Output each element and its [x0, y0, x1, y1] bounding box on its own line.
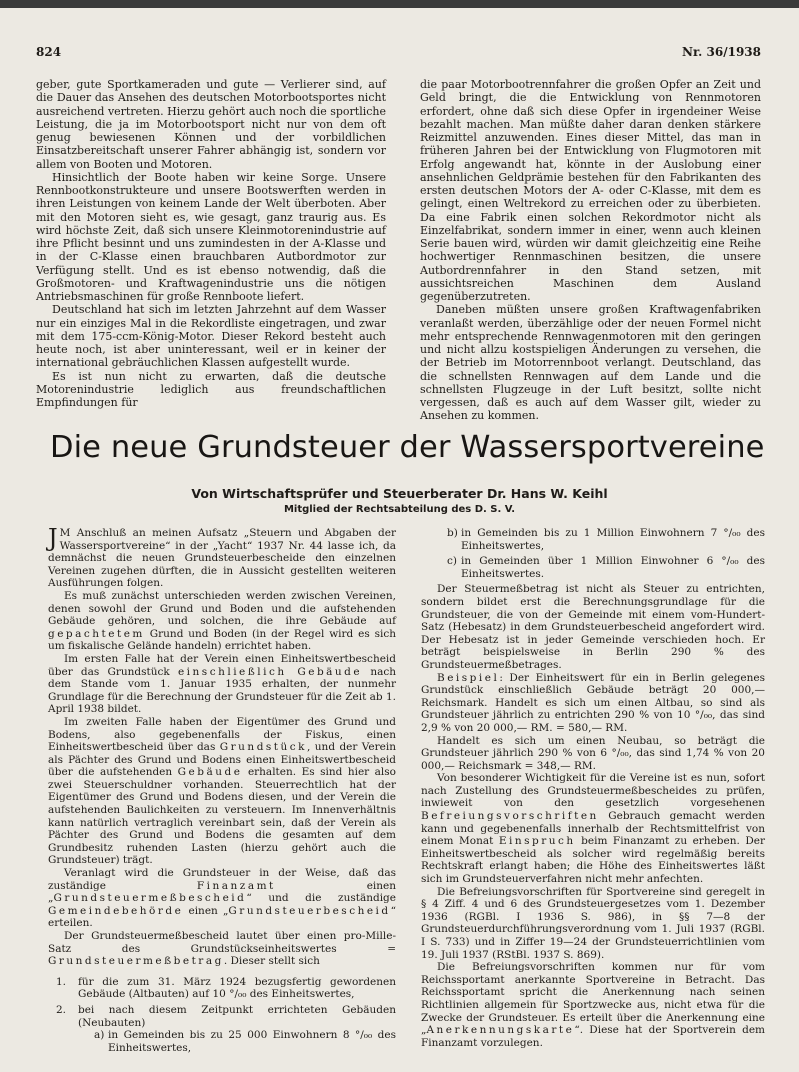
scan-top-edge [0, 0, 799, 8]
previous-article-right-column [420, 78, 761, 423]
paragraph: Veranlagt wird die Grundsteuer in der Weise, daß das zuständige Finanzamt einen „Grundsteuermeßbescheid“ und die zuständige Gemeindebehörde einen „Grundsteuerbescheid“ erteilen. [48, 867, 397, 930]
magazine-page [0, 8, 799, 1072]
sub-list [78, 1029, 396, 1054]
article-title: Die neue Grundsteuer der Wassersportvereine [50, 430, 765, 465]
list-item: b) in Gemeinden bis zu 1 Million Einwohnern 7 °/₀₀ des Einheitswertes, [447, 527, 765, 552]
paragraph: Handelt es sich um einen Neubau, so beträgt die Grundsteuer jährlich 290 % von 6 °/₀₀, das sind 1,74 % von 20 000,— Reichsmark = 348,— RM. [421, 734, 765, 772]
previous-article-left-column [36, 78, 386, 409]
sub-list [421, 527, 765, 580]
intro-paragraph: J M Anschluß an meinen Aufsatz „Steuern und Abgaben der Wassersportvereine“ in der „Yacht“ 1937 Nr. 44 lasse ich, da demnächst die neuen Grundsteuerbescheide den einzelnen Vereinen zugehen dürften, die in Aussicht gestellten weiteren Ausführungen folgen. [48, 524, 396, 590]
list-item: 2. bei nach diesem Zeitpunkt errichteten Gebäuden (Neubauten) a) in Gemeinden bis zu 25 000 Einwohnern 8 °/₀₀ des Einheitswertes, [56, 1003, 396, 1054]
issue-number: Nr. 36/1938 [681, 45, 761, 59]
paragraph: Hinsichtlich der Boote haben wir keine Sorge. Unsere Rennbootkonstrukteure und unsere Bootswerften werden in ihren Leistungen von keinem Lande der Welt überboten. Aber mit den Motoren sieht es, wie gesagt, ganz traurig aus. Es wird höchste Zeit, daß sich unsere Kleinmotorenindustrie auf ihre Pflicht besinnt und uns zumindesten in der A-Klasse und in der C-Klasse einen brauchbaren Autbordmotor zur Verfügung stellt. Und es ist ebenso notwendig, daß die Großmotoren- und Kraftwagenindustrie uns die nötigen Antriebsmaschinen für große Rennboote liefert. [36, 170, 386, 303]
paragraph: Im ersten Falle hat der Verein einen Einheitswertbescheid über das Grundstück einschließlich Gebäude nach dem Stande vom 1. Januar 1935 erhalten, der nunmehr Grundlage für die Berechnung der Grundsteuer für die Zeit ab 1. April 1938 bildet. [48, 652, 396, 716]
article-left-column [48, 524, 397, 1057]
paragraph: Der Steuermeßbetrag ist nicht als Steuer zu entrichten, sondern bildet erst die Berechnungsgrundlage für die Grundsteuer, die von der Gemeinde mit einem vom-Hundert-Satz (Hebesatz) in dem Grundsteuerbescheid angefordert wird. Der Hebesatz ist in jeder Gemeinde verschieden hoch. Er beträgt beispielsweise in Berlin 290 % des Grundsteuermeßbetrages. [421, 583, 765, 671]
paragraph: Beispiel: Der Einheitswert für ein in Berlin gelegenes Grundstück einschließlich Gebäude beträgt 20 000,— Reichsmark. Handelt es sich um einen Altbau, so sind als Grundsteuer jährlich zu entrichten 290 % von 10 °/₀₀, das sind 2,9 % von 20 000,— RM. = 580,— RM. [421, 671, 765, 734]
page-number: 824 [36, 45, 62, 59]
drop-cap: J [48, 524, 58, 552]
author-affiliation: Mitglied der Rechtsabteilung des D. S. V. [283, 504, 516, 515]
paragraph: Die Befreiungsvorschriften für Sportvereine sind geregelt in § 4 Ziff. 4 und 6 des Grundsteuergesetzes vom 1. Dezember 1936 (RGBl. I 1936 S. 986), in §§ 7—8 der Grundsteuerdurchführungsverordnung vom 1. Juli 1937 (RGBl. I S. 733) und in Ziffer 19—24 der Grundsteuerrichtlinien vom 19. Juli 1937 (RStBl. 1937 S. 869). [421, 885, 765, 961]
paragraph: Von besonderer Wichtigkeit für die Vereine ist es nun, sofort nach Zustellung des Grundsteuermeßbescheides zu prüfen, inwieweit von den gesetzlich vorgesehenen Befreiungsvorschriften Gebrauch gemacht werden kann und gegebenenfalls innerhalb der Rechtsmittelfrist von einem Monat Einspruch beim Finanzamt zu erheben. Der Einheitswertbescheid als solcher wird regelmäßig bereits Rechtskraft erlangt haben; die Höhe des Einheitswertes läßt sich im Grundsteuerverfahren nicht mehr anfechten. [421, 772, 765, 886]
list-item: 1. für die zum 31. März 1924 bezugsfertig gewordenen Gebäude (Altbauten) auf 10 °/₀₀ des Einheitswertes, [56, 975, 396, 1001]
list-item: c) in Gemeinden über 1 Million Einwohner 6 °/₀₀ des Einheitswertes. [447, 555, 765, 580]
paragraph: Es muß zunächst unterschieden werden zwischen Vereinen, denen sowohl der Grund und Boden und die aufstehenden Gebäude gehören, und solchen, die ihre Gebäude auf gepachtetem Grund und Boden (in der Regel wird es sich um fiskalische Gelände handeln) errichtet haben. [48, 589, 397, 653]
article-right-column [421, 527, 765, 1049]
article-author: Von Wirtschaftsprüfer und Steuerberater Dr. Hans W. Keihl [191, 486, 608, 501]
paragraph: die paar Motorbootrennfahrer die großen Opfer an Zeit und Geld bringt, die die Entwicklung von Rennmotoren erfordert, ohne daß sich diese Opfer in irgendeiner Weise bezahlt machen. Man müßte daher daran denken stärkere Reizmittel anzuwenden. Eines dieser Mittel, das man in früheren Jahren bei der Entwicklung von Flugmotoren mit Erfolg angewandt hat, könnte in der Auslobung einer ansehnlichen Geldprämie bestehen für den Fabrikanten des ersten deutschen Motors der A- oder C-Klasse, mit dem es gelingt, einen Weltrekord zu erreichen oder zu überbieten. Da eine Fabrik einen solchen Rekordmotor nicht als Einzelfabrikat, sondern immer in einer, wenn auch kleinen Serie bauen wird, würden wir damit gleichzeitig eine Reihe hochwertiger Rennmaschinen besitzen, die unsere Autbordrennfahrer in den Stand setzen, mit aussichtsreichen Maschinen dem Ausland gegenüberzutreten. [420, 78, 761, 303]
rate-list [48, 976, 396, 1055]
paragraph: Der Grundsteuermeßbescheid lautet über einen pro-Mille-Satz des Grundstückseinheitswertes = Grundsteuermeßbetrag. Dieser stellt sich [48, 930, 396, 968]
paragraph: Die Befreiungsvorschriften kommen nur für vom Reichssportamt anerkannte Sportvereine in Betracht. Das Reichssportamt spricht die Anerkennung nach seinen Richtlinien allgemein für Sportzwecke aus, nicht etwa für die Zwecke der Grundsteuer. Es erteilt über die Anerkennung eine „Anerkennungskarte“. Diese hat der Sportverein dem Finanzamt vorzulegen. [421, 961, 765, 1049]
paragraph: geber, gute Sportkameraden und gute — Verlierer sind, auf die Dauer das Ansehen des deutschen Motorbootsportes nicht ausreichend vertreten. Hierzu gehört auch noch die sportliche Leistung, die ja im Motorbootsport nicht nur von dem oft genug bewiesenen Können und der vorbildlichen Einsatzbereitschaft unserer Fahrer abhängig ist, sondern vor allem von Booten und Motoren. [36, 78, 386, 171]
paragraph: Im zweiten Falle haben der Eigentümer des Grund und Bodens, also gegebenenfalls der Fiskus, einen Einheitswertbescheid über das Grundstück, und der Verein als Pächter des Grund und Bodens einen Einheitswertbescheid über die aufstehenden Gebäude erhalten. Es sind hier also zwei Steuerschuldner vorhanden. Steuerrechtlich hat der Eigentümer des Grund und Bodens diesen, und der Verein die aufstehenden Baulichkeiten zu versteuern. Im Innenverhältnis kann natürlich vertraglich vereinbart sein, daß der Verein als Pächter des Grund und Bodens die gesamten auf dem Grundbesitz ruhenden Lasten (hierzu gehört auch die Grundsteuer) trägt. [48, 715, 397, 867]
paragraph: Es ist nun nicht zu erwarten, daß die deutsche Motorenindustrie lediglich aus freundschaftlichen Empfindungen für [36, 369, 386, 409]
list-item: a) in Gemeinden bis zu 25 000 Einwohnern 8 °/₀₀ des Einheitswertes, [94, 1029, 396, 1054]
paragraph: Deutschland hat sich im letzten Jahrzehnt auf dem Wasser nur ein einziges Mal in die Rekordliste eingetragen, und zwar mit dem 175-ccm-König-Motor. Dieser Rekord besteht auch heute noch, ist aber uninteressant, weil er in keiner der international gebräuchlichen Klassen aufgestellt wurde. [36, 303, 386, 370]
paragraph: Daneben müßten unsere großen Kraftwagenfabriken veranlaßt werden, überzählige oder der neuen Formel nicht mehr entsprechende Rennwagenmotoren mit den geringen und nicht allzu kostspieligen Änderungen zu versehen, die der Betrieb im Motorrennboot verlangt. Deutschland, das die schnellsten Rennwagen auf dem Lande und die schnellsten Flugzeuge in der Luft besitzt, sollte nicht vergessen, daß es auch auf dem Wasser gilt, wieder zu Ansehen zu kommen. [420, 303, 761, 423]
